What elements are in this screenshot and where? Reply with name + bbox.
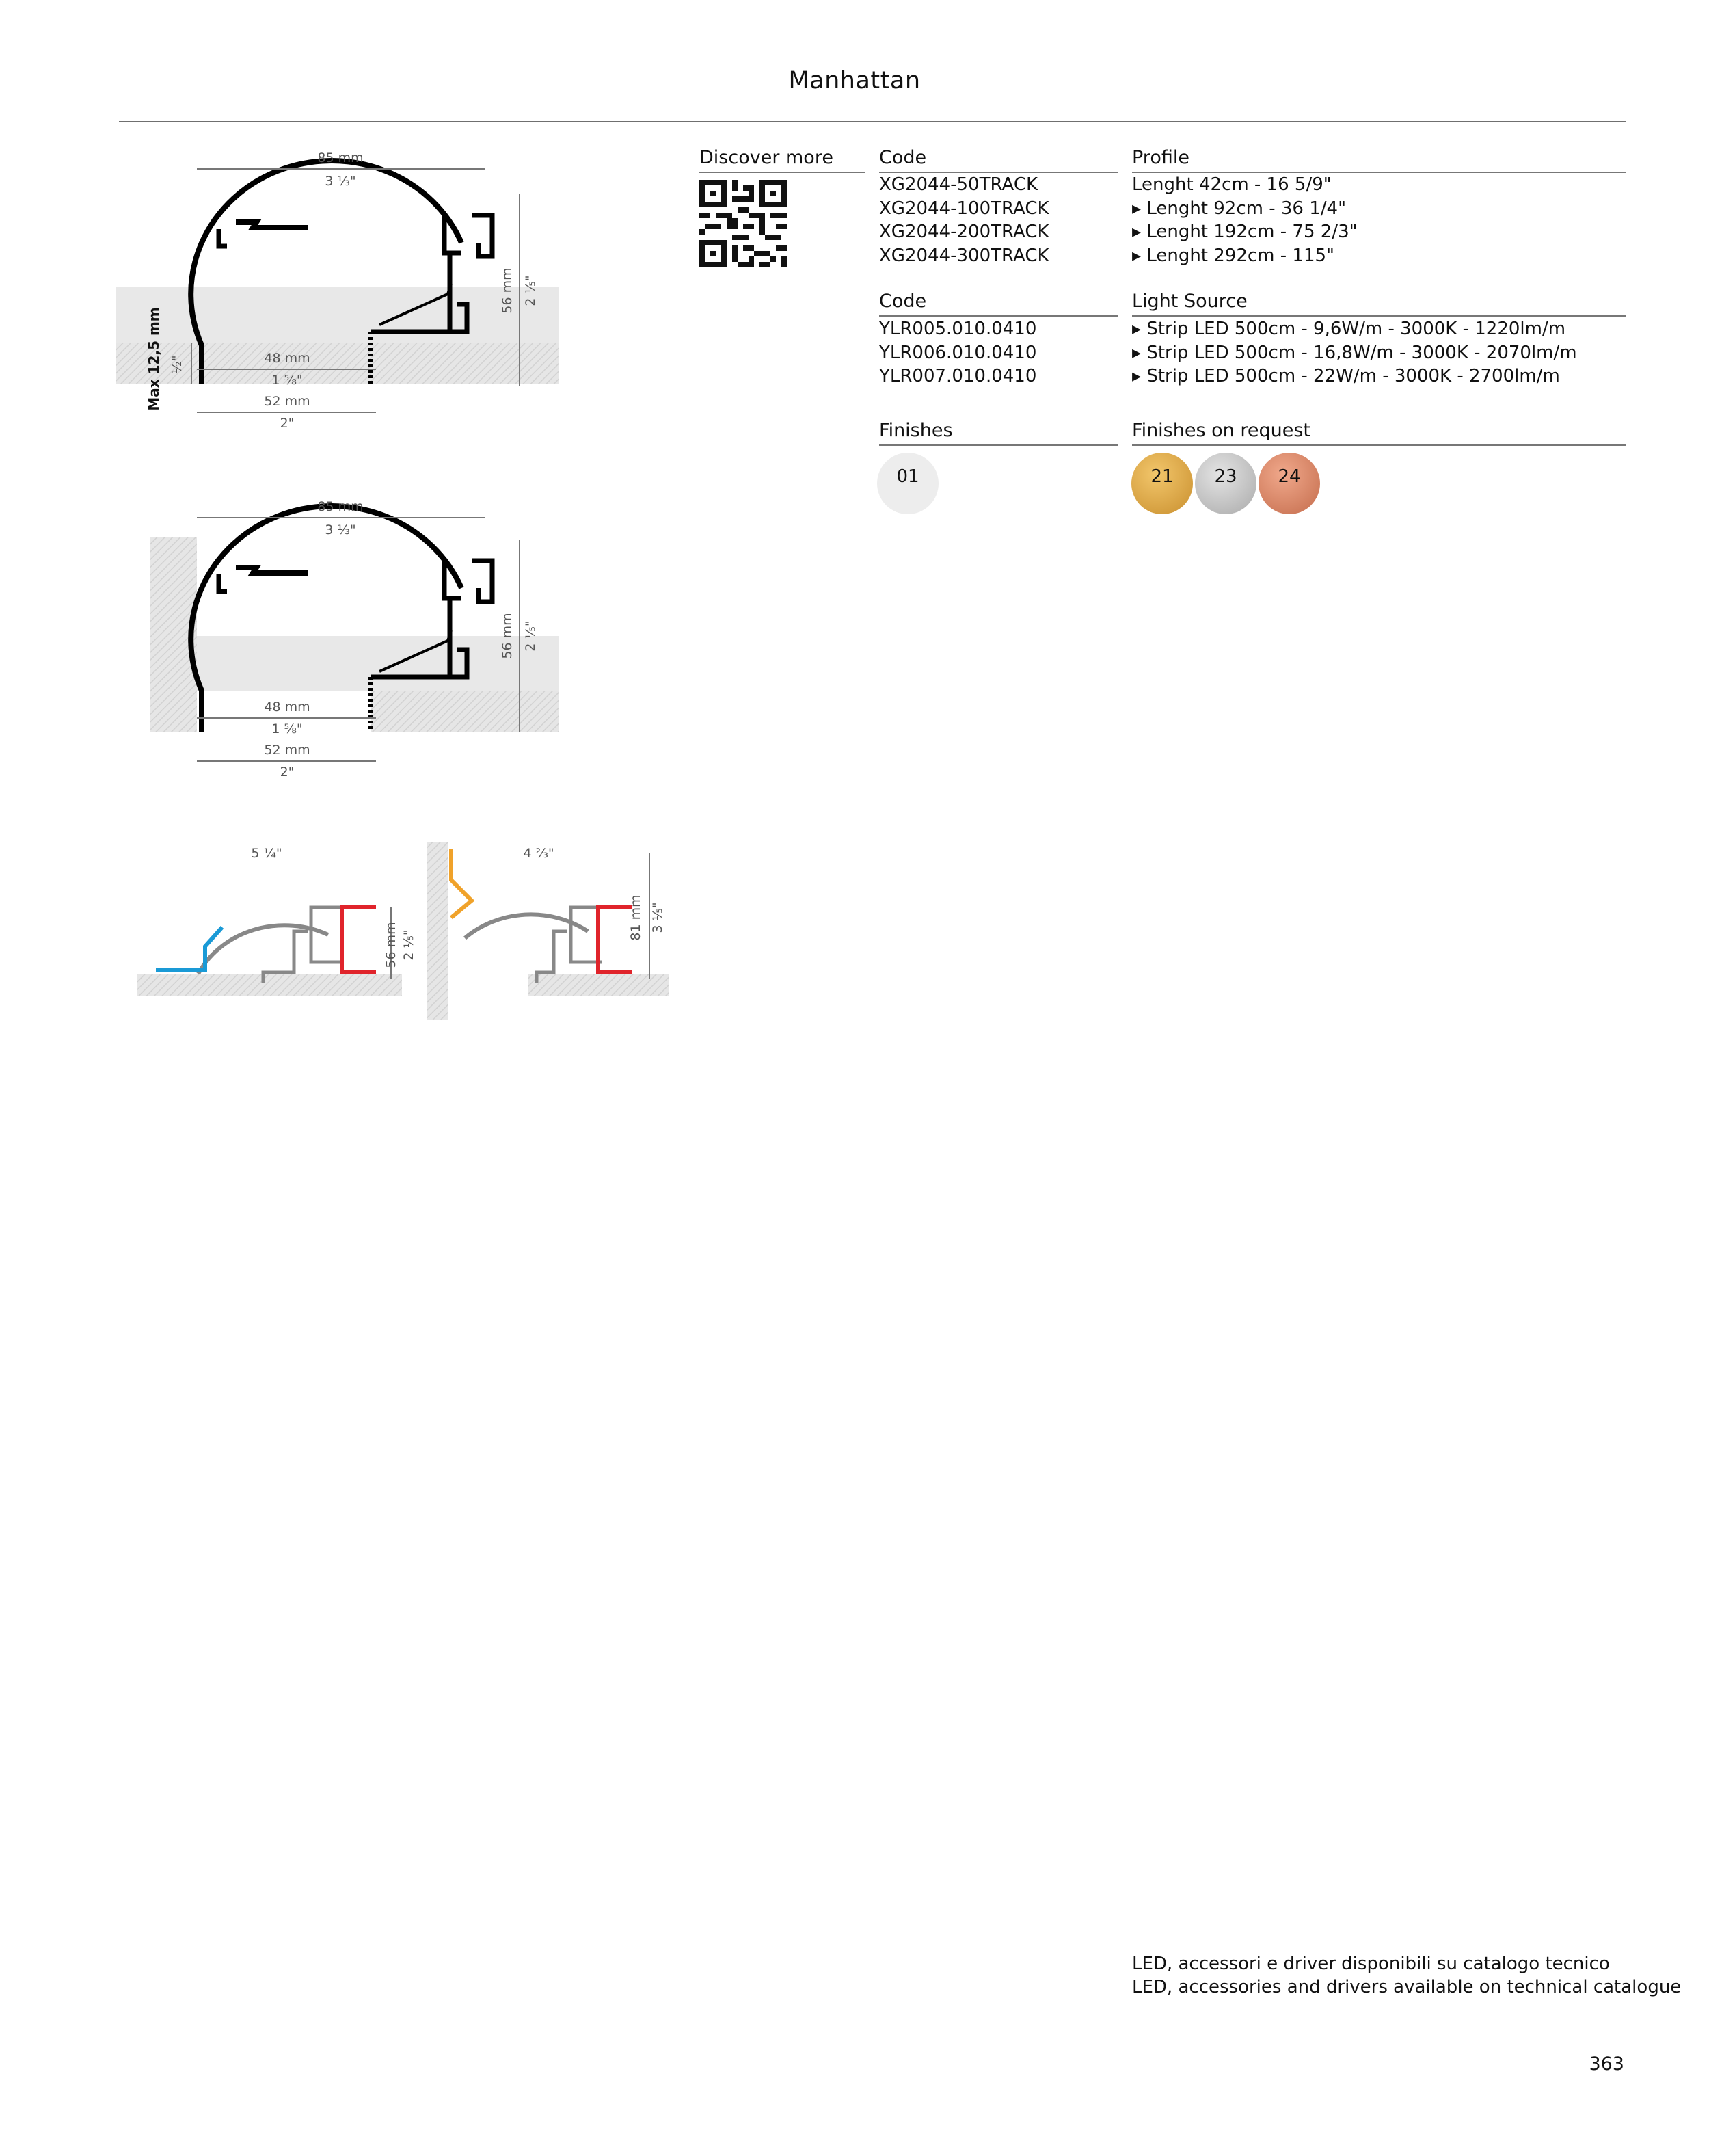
dim-max-in: ½" (170, 355, 185, 374)
discover-divider (699, 172, 865, 173)
list-item: XG2044-100TRACK (879, 198, 1049, 219)
light-code-divider (879, 315, 1118, 317)
dim-base-in: 2" (280, 416, 295, 431)
list-item: YLR006.010.0410 (879, 342, 1037, 363)
dim-inner-mm: 48 mm (264, 351, 310, 366)
list-item: ▸ Strip LED 500cm - 22W/m - 3000K - 2700lm/m (1132, 366, 1560, 386)
qr-code-icon[interactable] (699, 180, 787, 267)
finish-code: 21 (1150, 466, 1174, 487)
dim3-height-in: 2 ⅕" (401, 929, 416, 961)
dim2-height-in: 2 ⅕" (523, 620, 538, 652)
dim-width-mm: 85 mm (317, 150, 364, 165)
installation-drawing-wall (424, 842, 670, 1020)
dim2-base-in: 2" (280, 764, 295, 780)
page-number: 363 (1589, 2053, 1624, 2075)
finish-swatch-24[interactable] (1259, 453, 1320, 514)
profile-drawing-ceiling (116, 140, 567, 455)
finishes-request-header: Finishes on request (1132, 420, 1310, 441)
light-code-header: Code (879, 291, 927, 312)
list-item: XG2044-50TRACK (879, 174, 1038, 195)
orange-outline (451, 849, 472, 918)
dim3-height-mm: 56 mm (383, 922, 399, 968)
dim-inner-in: 1 ⅝" (271, 373, 303, 388)
light-code-list (879, 317, 1036, 388)
dim-width-in: 3 ⅓" (325, 174, 356, 189)
dim-height-mm: 56 mm (500, 267, 515, 314)
list-item: ▸ Strip LED 500cm - 9,6W/m - 3000K - 1220lm/m (1132, 319, 1566, 339)
list-item: ▸ Lenght 92cm - 36 1/4" (1132, 198, 1347, 219)
footer-note-it: LED, accessori e driver disponibili su catalogo tecnico (1132, 1954, 1610, 1974)
blue-outline (156, 927, 222, 970)
dim2-width-in: 3 ⅓" (325, 522, 356, 537)
dim4-height-mm: 81 mm (628, 894, 643, 941)
finish-swatch-23[interactable] (1195, 453, 1256, 514)
wall-slab-4 (427, 842, 448, 1020)
finish-swatch-01[interactable] (877, 453, 939, 514)
list-item: XG2044-200TRACK (879, 222, 1049, 242)
ceiling-slab-2 (371, 691, 559, 732)
light-source-header: Light Source (1132, 291, 1248, 312)
dim2-height-mm: 56 mm (500, 613, 515, 659)
light-source-list (1132, 317, 1577, 388)
discover-more-label: Discover more (699, 147, 833, 168)
list-item: YLR007.010.0410 (879, 366, 1037, 386)
installation-drawing-ceiling (137, 842, 416, 1020)
finish-swatch-21[interactable] (1131, 453, 1193, 514)
finish-code: 24 (1278, 466, 1301, 487)
list-item: ▸ Lenght 192cm - 75 2/3" (1132, 222, 1358, 242)
dim2-width-mm: 85 mm (317, 499, 364, 514)
dim4-width-in: 4 ⅔" (523, 846, 554, 861)
list-item: ▸ Lenght 292cm - 115" (1132, 245, 1335, 266)
footer-note-en: LED, accessories and drivers available on technical catalogue (1132, 1977, 1682, 1997)
page-title: Manhattan (788, 67, 921, 94)
profile-header: Profile (1132, 147, 1189, 168)
dim2-inner-in: 1 ⅝" (271, 721, 303, 736)
profile-list (1132, 173, 1358, 267)
finishes-divider (879, 444, 1118, 446)
red-outline (342, 907, 376, 972)
list-item: YLR005.010.0410 (879, 319, 1037, 339)
ceiling-band (116, 287, 559, 343)
red-outline-2 (598, 907, 632, 972)
code-list (879, 173, 1049, 267)
finishes-request-divider (1132, 444, 1626, 446)
dim2-base-mm: 52 mm (264, 743, 310, 758)
title-divider (119, 121, 1626, 122)
list-item: XG2044-300TRACK (879, 245, 1049, 266)
code-header: Code (879, 147, 927, 168)
ceiling-slab-4 (528, 974, 669, 996)
ceiling-slab-3 (137, 974, 402, 996)
dim-base-mm: 52 mm (264, 394, 310, 409)
dim-max-label: Max 12,5 mm (146, 307, 162, 411)
profile-drawing-wall (116, 492, 567, 793)
dim-height-in: 2 ⅕" (523, 275, 538, 306)
list-item: Lenght 42cm - 16 5/9" (1132, 174, 1332, 195)
finish-code: 01 (896, 466, 919, 487)
list-item: ▸ Strip LED 500cm - 16,8W/m - 3000K - 2070lm/m (1132, 342, 1577, 363)
finishes-header: Finishes (879, 420, 953, 441)
finish-code: 23 (1214, 466, 1237, 487)
dim2-inner-mm: 48 mm (264, 700, 310, 715)
light-source-divider (1132, 315, 1626, 317)
dim4-height-in: 3 ⅕" (650, 902, 665, 933)
footer-note (1132, 1952, 1681, 1999)
dim3-width-in: 5 ¼" (251, 846, 282, 861)
